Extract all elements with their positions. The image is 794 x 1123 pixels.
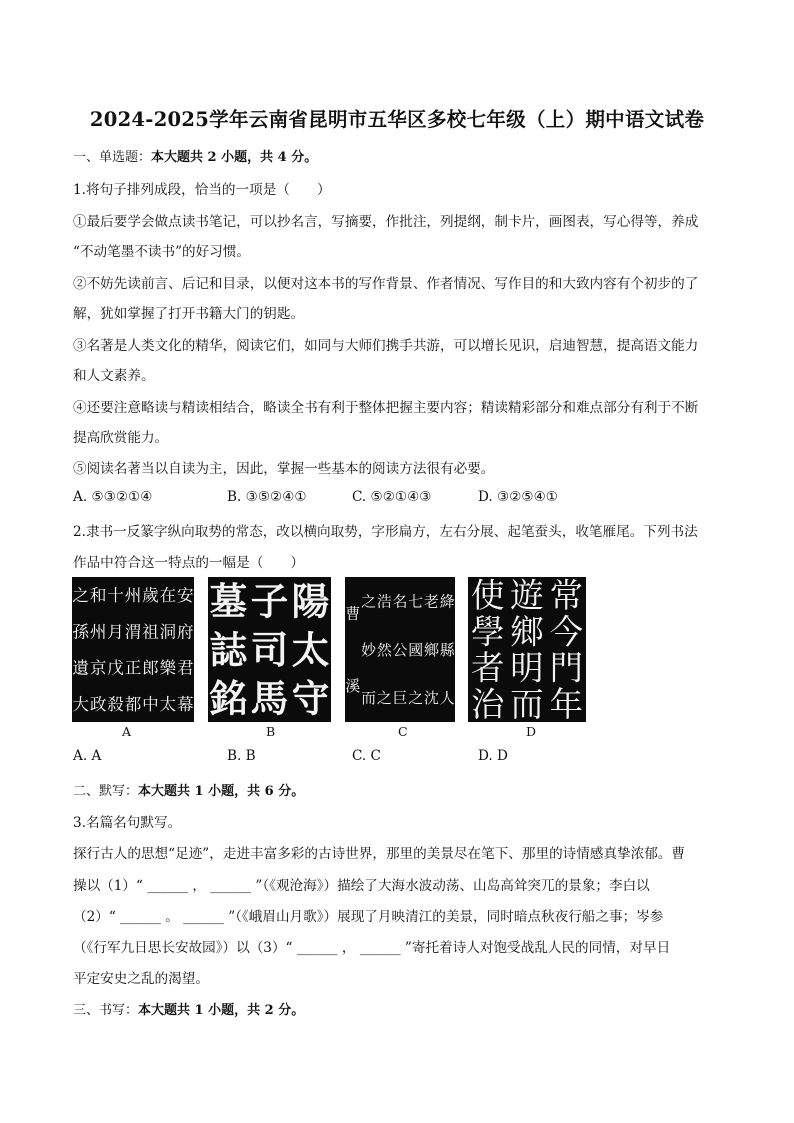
calligraphy-glyph: 之 <box>72 586 90 606</box>
q3-line: 探行古人的思想“足迹”，走进丰富多彩的古诗世界，那里的美景尽在笔下、那里的诗情感真挚浓郁。曹 <box>73 846 686 862</box>
calligraphy-glyph: 州 <box>124 586 142 606</box>
question-2-options <box>73 748 713 766</box>
section-2-desc: 本大题共 1 小题，共 6 分。 <box>138 784 305 799</box>
q2-option-d[interactable]: D. D <box>478 748 508 764</box>
q1-line: ②不妨先读前言、后记和目录，以便对这本书的写作背景、作者情况、写作目的和大致内容有个初步的了 <box>73 276 699 292</box>
section-1-header <box>73 146 317 165</box>
q3-line: （2）“ ______ 。 ______ ”（《峨眉山月歌》）展现了月映清江的美景，同时暗点秋夜行船之事；岑参 <box>73 909 664 925</box>
calligraphy-glyph: 遺 <box>72 658 90 678</box>
section-1-label: 一、单选题： <box>73 150 152 165</box>
calligraphy-glyph: 之 <box>376 689 392 708</box>
calligraphy-glyph: 七 <box>408 592 424 611</box>
calligraphy-image-b <box>208 577 331 722</box>
calligraphy-glyph: 孫 <box>72 622 90 642</box>
calligraphy-glyph: 然 <box>376 640 392 659</box>
calligraphy-glyph: 學 <box>470 612 505 652</box>
calligraphy-b-graphic <box>208 577 331 722</box>
calligraphy-glyph: 絳 <box>439 592 455 611</box>
calligraphy-glyph: 浩 <box>376 592 392 611</box>
calligraphy-glyph: 墓 <box>209 579 248 624</box>
calligraphy-glyph: 之 <box>408 689 424 708</box>
calligraphy-glyph: 歲 <box>142 586 159 606</box>
calligraphy-glyph: 常 <box>549 577 584 616</box>
calligraphy-glyph: 溪 <box>345 677 361 696</box>
q1-line: ③名著是人类文化的精华，阅读它们，如同与大师们携手共游，可以增长见识，启迪智慧，提高语文能力 <box>73 338 699 354</box>
question-1-options <box>73 489 713 507</box>
calligraphy-glyph: 太 <box>159 694 177 714</box>
image-label-c: C <box>398 724 408 739</box>
page-title: 2024-2025学年云南省昆明市五华区多校七年级（上）期中语文试卷 <box>89 108 705 131</box>
calligraphy-glyph: 者 <box>470 648 505 688</box>
calligraphy-glyph: 都 <box>124 694 142 714</box>
calligraphy-glyph: 鄉 <box>423 640 439 659</box>
section-2-label: 二、默写： <box>73 784 139 799</box>
section-3-header <box>73 999 304 1018</box>
calligraphy-glyph: 中 <box>142 694 159 714</box>
calligraphy-glyph: 幕 <box>176 694 194 714</box>
image-label-b: B <box>266 724 276 739</box>
calligraphy-glyph: 妙 <box>361 640 377 659</box>
section-3-label: 三、书写： <box>73 1003 139 1018</box>
calligraphy-glyph: 而 <box>510 684 544 722</box>
q1-option-c[interactable]: C. ⑤②①④③ <box>352 489 432 505</box>
q2-option-c[interactable]: C. C <box>352 748 381 764</box>
calligraphy-glyph: 而 <box>361 689 377 708</box>
calligraphy-glyph: 渭 <box>124 622 142 642</box>
calligraphy-glyph: 大 <box>72 694 90 714</box>
q3-line: 平定安史之乱的渴望。 <box>73 971 209 987</box>
q1-line: ⑤阅读名著当以自读为主，因此，掌握一些基本的阅读方法很有必要。 <box>73 461 495 477</box>
calligraphy-glyph: 樂 <box>159 658 177 678</box>
calligraphy-c-graphic <box>345 577 455 722</box>
calligraphy-glyph: 府 <box>176 622 194 642</box>
calligraphy-glyph: 君 <box>176 658 194 678</box>
calligraphy-glyph: 老 <box>423 592 439 611</box>
calligraphy-image-c <box>345 577 455 722</box>
calligraphy-glyph: 洞 <box>159 622 177 642</box>
calligraphy-glyph: 殺 <box>107 694 124 714</box>
q3-line: 操以（1）“ ______ ， ______ ”（《观沧海》）描绘了大海水波动荡、山岛高耸突兀的景象；李白以 <box>73 878 650 894</box>
calligraphy-glyph: 明 <box>510 648 544 688</box>
image-label-d: D <box>526 724 537 739</box>
section-1-desc: 本大题共 2 小题，共 4 分。 <box>151 150 318 165</box>
calligraphy-glyph: 誌 <box>209 628 248 673</box>
question-2-line: 作品中符合这一特点的一幅是（ ） <box>73 555 305 571</box>
calligraphy-glyph: 陽 <box>291 579 330 624</box>
calligraphy-glyph: 之 <box>361 592 377 611</box>
q1-option-a[interactable]: A. ⑤③②①④ <box>73 489 153 505</box>
calligraphy-glyph: 今 <box>549 612 584 652</box>
calligraphy-glyph: 遊 <box>510 577 544 616</box>
q1-line: ④还要注意略读与精读相结合，略读全书有利于整体把握主要内容；精读精彩部分和难点部分有利于不断 <box>73 400 699 416</box>
calligraphy-glyph: 子 <box>250 579 289 624</box>
calligraphy-glyph: 曹 <box>345 604 361 623</box>
calligraphy-glyph: 使 <box>470 577 505 616</box>
q3-line: （《行军九日思长安故园》）以（3）“ ______ ， ______ ”寄托着诗人对饱受战乱人民的同情，对早日 <box>73 940 671 956</box>
calligraphy-glyph: 公 <box>392 640 408 659</box>
q1-line: “不动笔墨不读书”的好习惯。 <box>73 244 251 260</box>
calligraphy-glyph: 州 <box>89 622 107 642</box>
calligraphy-glyph: 治 <box>470 684 505 722</box>
calligraphy-glyph: 郎 <box>142 658 159 678</box>
calligraphy-a-graphic <box>72 577 194 722</box>
calligraphy-glyph: 沈 <box>423 689 439 708</box>
calligraphy-glyph: 巨 <box>392 689 408 708</box>
calligraphy-glyph: 和 <box>89 586 107 606</box>
question-1-stem: 1.将句子排列成段，恰当的一项是（ ） <box>73 182 331 198</box>
q2-option-b[interactable]: B. B <box>227 748 256 764</box>
calligraphy-glyph: 門 <box>549 648 584 688</box>
calligraphy-d-graphic <box>468 577 586 722</box>
q1-line: 解，犹如掌握了打开书籍大门的钥匙。 <box>73 306 305 322</box>
calligraphy-glyph: 名 <box>392 592 408 611</box>
question-3-stem: 3.名篇名句默写。 <box>73 815 182 831</box>
calligraphy-glyph: 安 <box>176 586 194 606</box>
calligraphy-glyph: 月 <box>107 622 124 642</box>
calligraphy-glyph: 年 <box>549 684 584 722</box>
calligraphy-glyph: 祖 <box>142 622 159 642</box>
image-label-a: A <box>122 724 132 739</box>
calligraphy-glyph: 政 <box>89 694 107 714</box>
calligraphy-image-d <box>468 577 586 722</box>
calligraphy-glyph: 守 <box>291 676 330 721</box>
section-2-header <box>73 780 304 799</box>
q1-line: ①最后要学会做点读书笔记，可以抄名言，写摘要，作批注，列提纲，制卡片，画图表，写心得等，养成 <box>73 214 699 230</box>
calligraphy-glyph: 十 <box>107 586 124 606</box>
calligraphy-glyph: 縣 <box>439 640 455 659</box>
calligraphy-glyph: 戊 <box>107 658 124 678</box>
calligraphy-glyph: 銘 <box>209 676 248 721</box>
calligraphy-glyph: 京 <box>89 658 107 678</box>
calligraphy-glyph: 在 <box>159 586 177 606</box>
calligraphy-glyph: 馬 <box>250 676 289 721</box>
q1-line: 和人文素养。 <box>73 368 155 384</box>
calligraphy-glyph: 鄉 <box>510 612 544 652</box>
calligraphy-glyph: 正 <box>124 658 142 678</box>
section-3-desc: 本大题共 1 小题，共 2 分。 <box>138 1003 305 1018</box>
calligraphy-image-a <box>72 577 194 722</box>
q1-option-b[interactable]: B. ③⑤②④① <box>227 489 307 505</box>
calligraphy-glyph: 國 <box>408 640 424 659</box>
q1-line: 提高欣赏能力。 <box>73 430 169 446</box>
calligraphy-glyph: 司 <box>250 628 289 673</box>
q2-option-a[interactable]: A. A <box>73 748 102 764</box>
question-2-line: 2.隶书一反篆字纵向取势的常态，改以横向取势，字形扁方，左右分展、起笔蚕头，收笔雁尾。下列书法 <box>73 524 698 540</box>
q1-option-d[interactable]: D. ③②⑤④① <box>478 489 558 505</box>
calligraphy-glyph: 人 <box>439 689 455 708</box>
calligraphy-glyph: 太 <box>291 628 330 673</box>
